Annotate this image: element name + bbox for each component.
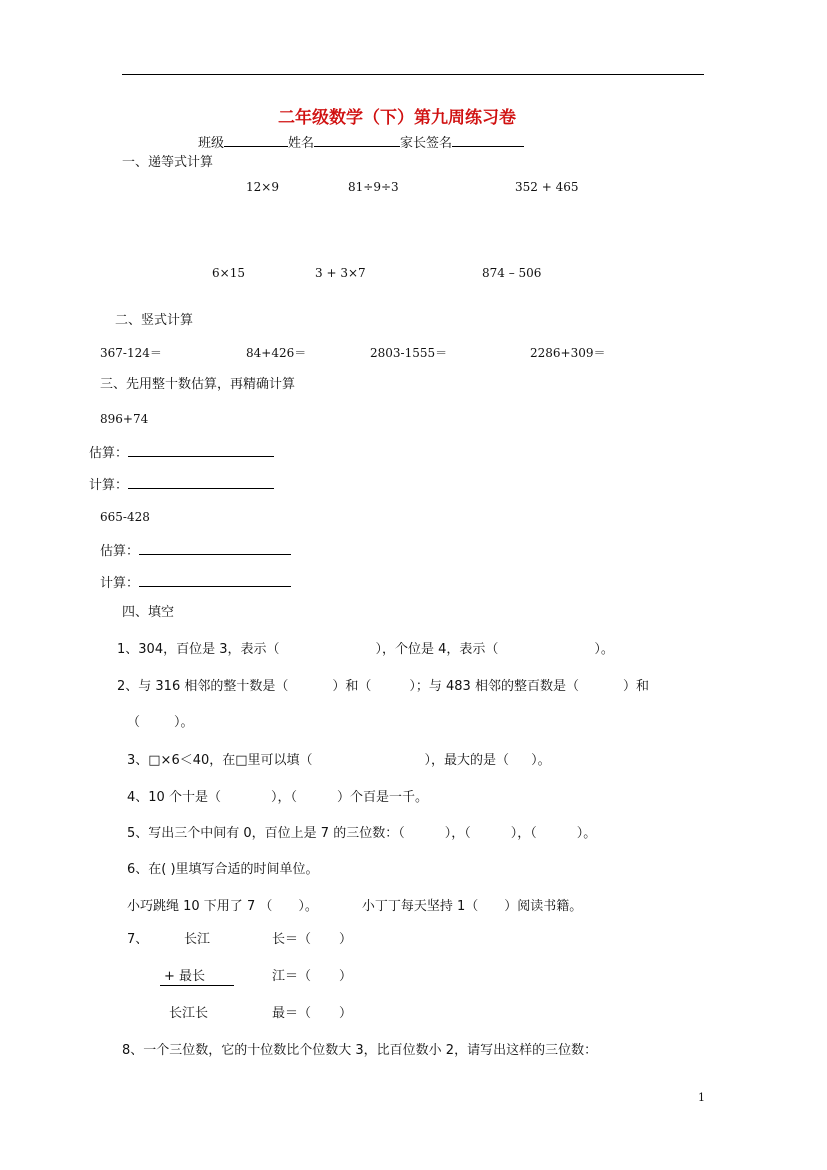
vertical-calc-1: 367-124＝ [100,346,162,360]
section-3-heading: 三、先用整十数估算，再精确计算 [100,377,296,392]
eq2-label: 江＝（ [272,969,312,984]
q3-text-b: ），最大的是（ [424,753,510,768]
eq3-label: 最＝（ [272,1006,312,1021]
vertical-calc-3: 2803-1555＝ [370,346,448,360]
puzzle-addend-1: 长江 [184,932,211,947]
calc-field-2[interactable] [139,573,291,587]
q6-text-a: 小巧跳绳 10 下用了 7 （ [127,899,273,914]
eq1-close: ） [339,932,353,947]
estimate-label: 估算： [100,544,140,559]
calc-label: 计算： [100,576,140,591]
class-label: 班级 [198,136,225,151]
estimate-label: 估算： [89,446,129,461]
estimate-row-1 [89,443,274,462]
puzzle-addend-2: + 最长 [160,969,234,986]
q4-text-c: ）个百是一千。 [336,790,428,805]
question-7-number: 7、 [127,932,149,947]
section-4-heading: 四、填空 [122,605,175,620]
q1-text-a: 1、304，百位是 3，表示（ [117,642,280,657]
expr-1: 12×9 [246,180,279,194]
worksheet-title: 二年级数学（下）第九周练习卷 [278,108,516,128]
q2-text-f: ）。 [174,715,194,730]
q5-text-d: ）。 [576,826,597,841]
problem-1: 896+74 [100,412,149,426]
q1-text-b: ），个位是 4，表示（ [375,642,499,657]
expr-5: 3 + 3×7 [315,266,366,280]
name-field[interactable] [314,134,400,147]
question-3 [127,753,551,769]
question-4 [127,790,428,806]
puzzle-eq-3 [272,1006,352,1022]
header-rule [122,74,704,75]
question-1 [117,642,614,658]
parent-signature-field[interactable] [452,134,524,147]
section-2-heading: 二、竖式计算 [115,313,194,328]
puzzle-eq-2 [272,969,352,985]
puzzle-eq-1 [272,932,352,948]
question-6: 6、在( )里填写合适的时间单位。 [127,862,319,877]
eq3-close: ） [339,1006,353,1021]
q5-text-b: ），（ [444,826,471,841]
q6-text-b: ）。 [298,899,318,914]
calc-label: 计算： [89,478,129,493]
question-2 [117,679,649,695]
expr-4: 6×15 [212,266,245,280]
expr-3: 352 + 465 [515,180,579,194]
section-1-heading: 一、递等式计算 [122,155,214,170]
eq2-close: ） [339,969,353,984]
vertical-calc-4: 2286+309＝ [530,346,606,360]
q5-text-c: ），（ [510,826,537,841]
expr-6: 874 – 506 [482,266,542,280]
question-8: 8、一个三位数，它的十位数比个位数大 3，比百位数小 2，请写出这样的三位数： [122,1043,598,1058]
parent-signature-label: 家长签名 [400,136,453,151]
estimate-field-1[interactable] [128,443,274,457]
class-field[interactable] [224,134,288,147]
name-label: 姓名 [288,136,315,151]
calc-row-2 [100,573,291,592]
estimate-field-2[interactable] [139,541,291,555]
q2-text-b: ）和（ [332,679,372,694]
q1-text-c: ）。 [594,642,614,657]
calc-field-1[interactable] [128,475,274,489]
student-info-line [198,134,524,152]
question-6-items [127,899,582,915]
question-2-cont [127,715,194,731]
vertical-calc-2: 84+426＝ [246,346,307,360]
calc-row-1 [89,475,274,494]
eq1-label: 长＝（ [272,932,312,947]
q4-text-b: ），（ [270,790,297,805]
problem-2: 665-428 [100,510,150,524]
q2-text-d: ）和 [622,679,649,694]
q6-text-d: ）阅读书籍。 [504,899,583,914]
q4-text-a: 4、10 个十是（ [127,790,221,805]
estimate-row-2 [100,541,291,560]
q3-text-a: 3、□×6＜40，在□里可以填（ [127,753,313,768]
q2-text-a: 2、与 316 相邻的整十数是（ [117,679,289,694]
puzzle-sum: 长江长 [169,1006,209,1021]
page-number: 1 [698,1091,705,1104]
q3-text-c: ）。 [531,753,551,768]
q5-text-a: 5、写出三个中间有 0，百位上是 7 的三位数：（ [127,826,405,841]
q2-text-c: ）；与 483 相邻的整百数是（ [409,679,579,694]
expr-2: 81÷9÷3 [348,180,399,194]
q6-text-c: 小丁丁每天坚持 1（ [361,899,479,914]
question-5 [127,826,596,842]
q2-text-e: （ [127,715,141,730]
